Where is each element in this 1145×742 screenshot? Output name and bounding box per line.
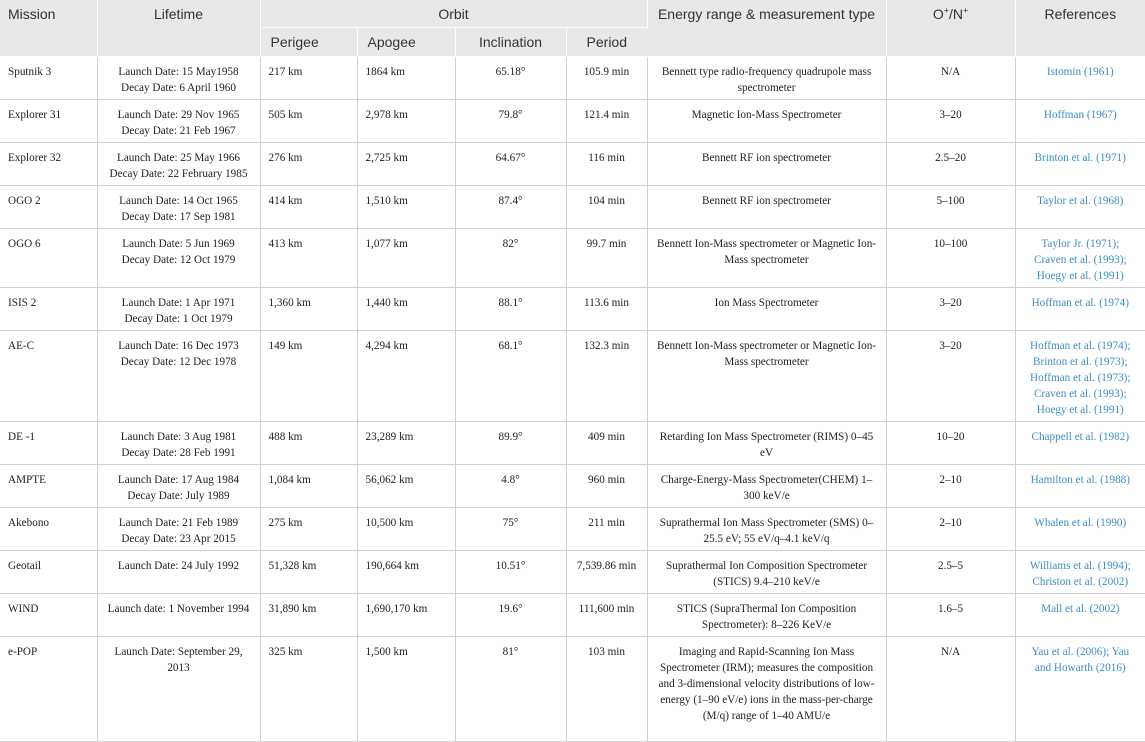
reference-link[interactable]: Brinton et al. (1973); (1033, 356, 1128, 368)
header-lifetime: Lifetime (97, 0, 260, 57)
lifetime-cell (97, 422, 260, 465)
launch-date: Launch Date: 25 May 1966 (116, 152, 241, 164)
ratio-cell: 3–20 (886, 100, 1015, 143)
mission-cell: e-POP (0, 637, 97, 742)
launch-date: Launch Date: 17 Aug 1984 (117, 474, 240, 486)
mission-cell: ISIS 2 (0, 288, 97, 331)
table-row (0, 422, 1145, 465)
mission-cell: AE-C (0, 331, 97, 422)
energy-cell: Bennett type radio-frequency quadrupole mass spectrometer (647, 57, 886, 100)
launch-date: Launch Date: 16 Dec 1973 (118, 340, 239, 352)
references-cell (1015, 100, 1145, 143)
perigee-cell: 414 km (260, 186, 357, 229)
decay-date: Decay Date: 1 Oct 1979 (124, 313, 233, 325)
energy-cell: Bennett RF ion spectrometer (647, 186, 886, 229)
energy-cell: Ion Mass Spectrometer (647, 288, 886, 331)
inclination-cell: 87.4° (455, 186, 566, 229)
reference-link[interactable]: Hoffman et al. (1974) (1031, 297, 1129, 309)
energy-cell: Magnetic Ion-Mass Spectrometer (647, 100, 886, 143)
header-apogee: Apogee (357, 28, 455, 57)
launch-date: Launch Date: 5 Jun 1969 (122, 238, 235, 250)
period-cell: 409 min (566, 422, 647, 465)
perigee-cell: 149 km (260, 331, 357, 422)
inclination-cell: 64.67° (455, 143, 566, 186)
reference-link[interactable]: Brinton et al. (1971) (1034, 152, 1126, 164)
apogee-cell: 23,289 km (357, 422, 455, 465)
table-row (0, 100, 1145, 143)
reference-link[interactable]: Hamilton et al. (1988) (1030, 474, 1130, 486)
launch-date: Launch Date: 29 Nov 1965 (117, 109, 240, 121)
mission-cell: Geotail (0, 551, 97, 594)
launch-date: Launch Date: 15 May1958 (118, 66, 239, 78)
lifetime-cell (97, 465, 260, 508)
period-cell: 111,600 min (566, 594, 647, 637)
energy-cell: Bennett Ion-Mass spectrometer or Magnetic Ion-Mass spectrometer (647, 229, 886, 288)
decay-date: Decay Date: 12 Oct 1979 (121, 254, 236, 266)
lifetime-cell (97, 229, 260, 288)
table-row (0, 637, 1145, 742)
lifetime-cell (97, 331, 260, 422)
launch-date: Launch Date: 21 Feb 1989 (118, 517, 239, 529)
period-cell: 121.4 min (566, 100, 647, 143)
period-cell: 116 min (566, 143, 647, 186)
reference-link[interactable]: Taylor et al. (1968) (1037, 195, 1124, 207)
inclination-cell: 82° (455, 229, 566, 288)
reference-link[interactable]: Christon et al. (2002) (1032, 576, 1129, 588)
decay-date: Decay Date: 28 Feb 1991 (121, 447, 236, 459)
header-energy: Energy range & measurement type (647, 0, 886, 57)
table-row (0, 551, 1145, 594)
period-cell: 105.9 min (566, 57, 647, 100)
lifetime-cell (97, 143, 260, 186)
energy-cell: Bennett Ion-Mass spectrometer or Magnetic Ion-Mass spectrometer (647, 331, 886, 422)
period-cell: 960 min (566, 465, 647, 508)
reference-link[interactable]: Mall et al. (2002) (1041, 603, 1120, 615)
reference-link[interactable]: Chappell et al. (1982) (1031, 431, 1130, 443)
table-row (0, 288, 1145, 331)
apogee-cell: 1,510 km (357, 186, 455, 229)
inclination-cell: 4.8° (455, 465, 566, 508)
apogee-cell: 10,500 km (357, 508, 455, 551)
perigee-cell: 1,360 km (260, 288, 357, 331)
table-row (0, 229, 1145, 288)
table-row (0, 594, 1145, 637)
energy-cell: Imaging and Rapid-Scanning Ion Mass Spectrometer (IRM); measures the composition and 3-dimensional velocity distributions of low-energy (1–90 eV/e) ions in the mass-per-charge (M/q) range of 1–40 AMU/e (647, 637, 886, 742)
reference-link[interactable]: Hoegy et al. (1991) (1036, 270, 1124, 282)
lifetime-cell (97, 100, 260, 143)
header-perigee: Perigee (260, 28, 357, 57)
decay-date: Decay Date: 12 Dec 1978 (120, 356, 237, 368)
mission-cell: AMPTE (0, 465, 97, 508)
decay-date: Decay Date: 23 Apr 2015 (121, 533, 236, 545)
launch-date: Launch date: 1 November 1994 (107, 603, 250, 615)
energy-cell: Bennett RF ion spectrometer (647, 143, 886, 186)
ratio-cell: N/A (886, 57, 1015, 100)
mission-cell: Explorer 32 (0, 143, 97, 186)
references-cell (1015, 186, 1145, 229)
reference-link[interactable]: Williams et al. (1994); (1029, 560, 1131, 572)
table-row (0, 186, 1145, 229)
apogee-cell: 1,077 km (357, 229, 455, 288)
mission-cell: Explorer 31 (0, 100, 97, 143)
period-cell: 7,539.86 min (566, 551, 647, 594)
reference-link[interactable]: Hoffman et al. (1974); (1030, 340, 1131, 352)
apogee-cell: 190,664 km (357, 551, 455, 594)
reference-link[interactable]: Hoegy et al. (1991) (1036, 404, 1124, 416)
ratio-cell: 2.5–5 (886, 551, 1015, 594)
ratio-cell: 2–10 (886, 508, 1015, 551)
decay-date: Decay Date: 22 February 1985 (109, 168, 248, 180)
decay-date: Decay Date: 21 Feb 1967 (121, 125, 236, 137)
period-cell: 99.7 min (566, 229, 647, 288)
decay-date: Decay Date: 6 April 1960 (121, 82, 236, 94)
perigee-cell: 325 km (260, 637, 357, 742)
apogee-cell: 2,725 km (357, 143, 455, 186)
perigee-cell: 217 km (260, 57, 357, 100)
apogee-cell: 56,062 km (357, 465, 455, 508)
decay-date: Decay Date: July 1989 (127, 490, 230, 502)
reference-link[interactable]: Istomin (1961) (1046, 66, 1114, 78)
energy-cell: Suprathermal Ion Mass Spectrometer (SMS) 0–25.5 eV; 55 eV/q–4.1 keV/q (647, 508, 886, 551)
perigee-cell: 276 km (260, 143, 357, 186)
ratio-cell: 2.5–20 (886, 143, 1015, 186)
header-period: Period (566, 28, 647, 57)
references-cell (1015, 422, 1145, 465)
lifetime-cell (97, 57, 260, 100)
header-mission: Mission (0, 0, 97, 57)
inclination-cell: 81° (455, 637, 566, 742)
table-row (0, 508, 1145, 551)
references-cell (1015, 288, 1145, 331)
lifetime-cell (97, 508, 260, 551)
perigee-cell: 51,328 km (260, 551, 357, 594)
energy-cell: Charge-Energy-Mass Spectrometer(CHEM) 1–300 keV/e (647, 465, 886, 508)
ratio-cell: 5–100 (886, 186, 1015, 229)
reference-link[interactable]: Yau et al. (2006); Yau and Howarth (2016) (1031, 646, 1130, 674)
references-cell (1015, 551, 1145, 594)
inclination-cell: 75° (455, 508, 566, 551)
references-cell (1015, 331, 1145, 422)
references-cell (1015, 508, 1145, 551)
energy-cell: STICS (SupraThermal Ion Composition Spectrometer): 8–226 KeV/e (647, 594, 886, 637)
inclination-cell: 88.1° (455, 288, 566, 331)
launch-date: Launch Date: 3 Aug 1981 (120, 431, 237, 443)
inclination-cell: 19.6° (455, 594, 566, 637)
mission-cell: OGO 2 (0, 186, 97, 229)
table-row (0, 331, 1145, 422)
references-cell (1015, 57, 1145, 100)
energy-cell: Suprathermal Ion Composition Spectrometer (STICS) 9.4–210 keV/e (647, 551, 886, 594)
references-cell (1015, 594, 1145, 637)
period-cell: 113.6 min (566, 288, 647, 331)
decay-date: Decay Date: 17 Sep 1981 (121, 211, 236, 223)
lifetime-cell (97, 637, 260, 742)
inclination-cell: 10.51° (455, 551, 566, 594)
apogee-cell: 1,500 km (357, 637, 455, 742)
inclination-cell: 65.18° (455, 57, 566, 100)
perigee-cell: 31,890 km (260, 594, 357, 637)
ratio-cell: N/A (886, 637, 1015, 742)
period-cell: 104 min (566, 186, 647, 229)
inclination-cell: 68.1° (455, 331, 566, 422)
ratio-cell: 10–100 (886, 229, 1015, 288)
period-cell: 211 min (566, 508, 647, 551)
apogee-cell: 4,294 km (357, 331, 455, 422)
reference-link[interactable]: Whalen et al. (1990) (1034, 517, 1127, 529)
inclination-cell: 79.8° (455, 100, 566, 143)
ratio-cell: 3–20 (886, 288, 1015, 331)
references-cell (1015, 229, 1145, 288)
launch-date: Launch Date: September 29, 2013 (114, 646, 243, 674)
launch-date: Launch Date: 1 Apr 1971 (121, 297, 236, 309)
reference-link[interactable]: Craven et al. (1993); (1033, 254, 1127, 266)
perigee-cell: 413 km (260, 229, 357, 288)
ratio-cell: 1.6–5 (886, 594, 1015, 637)
mission-cell: WIND (0, 594, 97, 637)
reference-link[interactable]: Hoffman et al. (1973); (1030, 372, 1131, 384)
references-cell (1015, 637, 1145, 742)
table-row (0, 143, 1145, 186)
launch-date: Launch Date: 14 Oct 1965 (119, 195, 238, 207)
table-row (0, 57, 1145, 100)
lifetime-cell (97, 594, 260, 637)
ratio-cell: 2–10 (886, 465, 1015, 508)
header-orbit: Orbit (260, 0, 647, 28)
apogee-cell: 2,978 km (357, 100, 455, 143)
perigee-cell: 275 km (260, 508, 357, 551)
period-cell: 103 min (566, 637, 647, 742)
header-references: References (1015, 0, 1145, 57)
reference-link[interactable]: Craven et al. (1993); (1033, 388, 1127, 400)
mission-cell: Sputnik 3 (0, 57, 97, 100)
energy-cell: Retarding Ion Mass Spectrometer (RIMS) 0–45 eV (647, 422, 886, 465)
mission-cell: DE -1 (0, 422, 97, 465)
perigee-cell: 505 km (260, 100, 357, 143)
mission-cell: Akebono (0, 508, 97, 551)
references-cell (1015, 143, 1145, 186)
apogee-cell: 1864 km (357, 57, 455, 100)
lifetime-cell (97, 551, 260, 594)
lifetime-cell (97, 288, 260, 331)
references-cell (1015, 465, 1145, 508)
mission-cell: OGO 6 (0, 229, 97, 288)
apogee-cell: 1,440 km (357, 288, 455, 331)
launch-date: Launch Date: 24 July 1992 (117, 560, 240, 572)
apogee-cell: 1,690,170 km (357, 594, 455, 637)
perigee-cell: 1,084 km (260, 465, 357, 508)
header-ratio: O+/N+ (886, 0, 1015, 57)
ratio-cell: 3–20 (886, 331, 1015, 422)
period-cell: 132.3 min (566, 331, 647, 422)
header-inclination: Inclination (455, 28, 566, 57)
perigee-cell: 488 km (260, 422, 357, 465)
reference-link[interactable]: Hoffman (1967) (1043, 109, 1117, 121)
reference-link[interactable]: Taylor Jr. (1971); (1041, 238, 1120, 250)
table-row (0, 465, 1145, 508)
lifetime-cell (97, 186, 260, 229)
ratio-cell: 10–20 (886, 422, 1015, 465)
inclination-cell: 89.9° (455, 422, 566, 465)
